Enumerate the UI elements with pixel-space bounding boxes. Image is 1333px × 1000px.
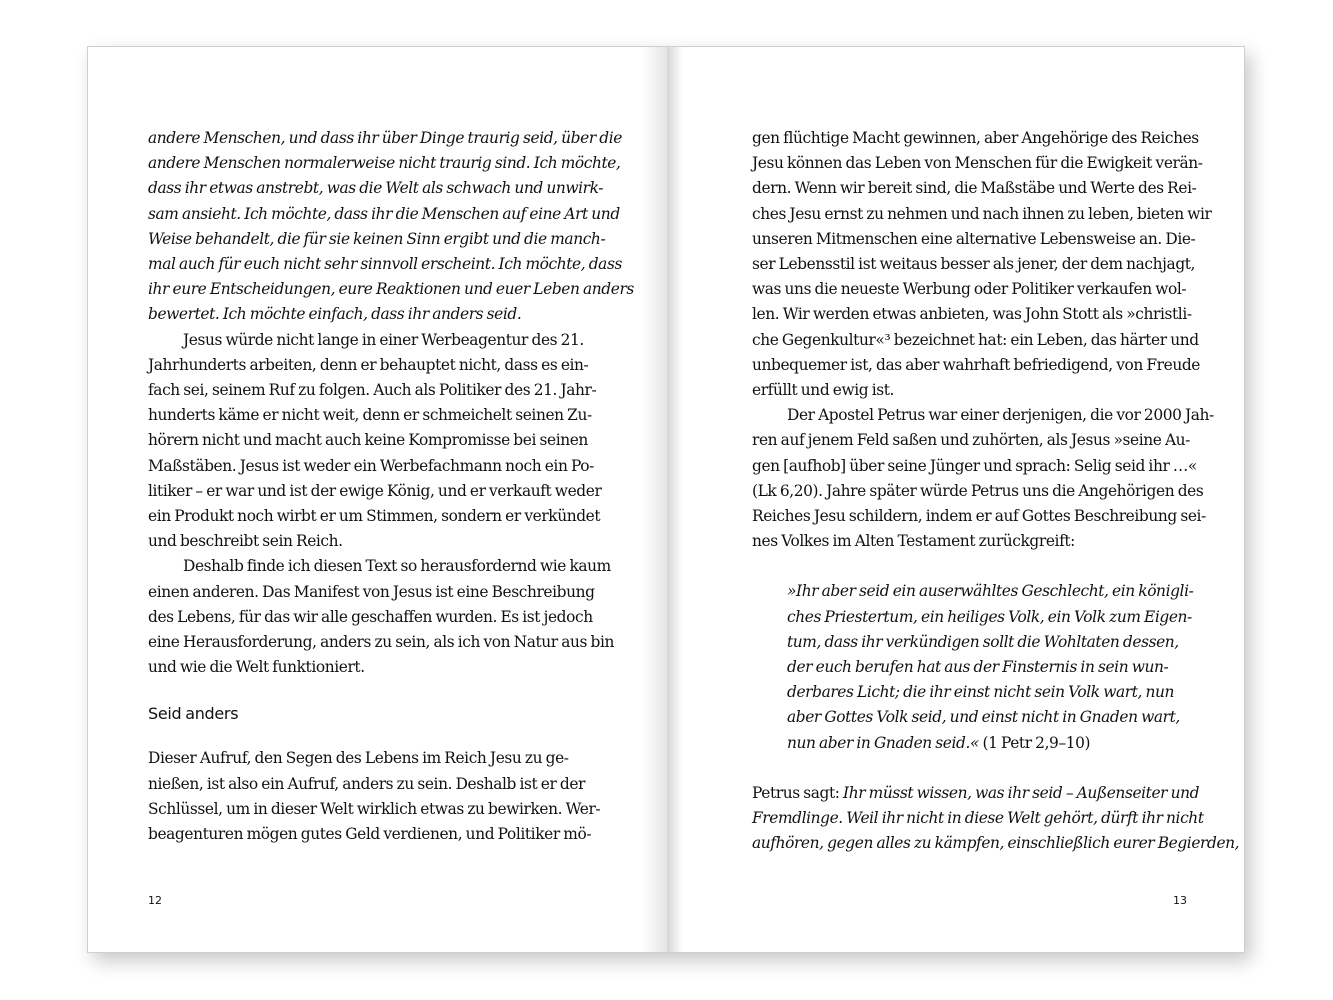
text-line: hörern nicht und macht auch keine Kompromisse bei seinen (148, 431, 588, 450)
gutter-shadow (641, 47, 667, 952)
text-line: andere Menschen, und dass ihr über Dinge traurig seid, über die (148, 129, 622, 147)
text-line: Jesu können das Leben von Menschen für die Ewigkeit verän- (752, 154, 1203, 173)
text-line: Jahrhunderts arbeiten, denn er behauptet nicht, dass es ein- (148, 355, 589, 374)
text-line: che Gegenkultur«³ bezeichnet hat: ein Leben, das härter und (752, 330, 1199, 349)
text-line: und beschreibt sein Reich. (148, 532, 343, 551)
text-line: unseren Mitmenschen eine alternative Lebensweise an. Die- (752, 229, 1196, 248)
quote-line: »Ihr aber seid ein auserwähltes Geschlecht, ein königli- (787, 582, 1194, 601)
text-line: Dieser Aufruf, den Segen des Lebens im Reich Jesu zu ge- (148, 749, 569, 768)
text-line: ein Produkt noch wirbt er um Stimmen, sondern er verkündet (148, 507, 601, 526)
quote-line: tum, dass ihr verkündigen sollt die Wohltaten dessen, (787, 632, 1179, 651)
text-line: Weise behandelt, die für sie keinen Sinn ergibt und die manch- (148, 229, 606, 248)
page-number: 13 (1173, 894, 1187, 907)
text-line: mal auch für euch nicht sehr sinnvoll erscheint. Ich möchte, dass (148, 255, 622, 274)
page-number: 12 (148, 894, 162, 907)
quote-line: aber Gottes Volk seid, und einst nicht in Gnaden wart, (787, 708, 1180, 727)
text-line: hunderts käme er nicht weit, denn er schmeichelt seinen Zu- (148, 406, 592, 425)
text-line: (Lk 6,20). Jahre später würde Petrus uns die Angehörigen des (752, 481, 1204, 500)
text-line: ser Lebensstil ist weitaus besser als jener, der dem nachjagt, (752, 255, 1196, 274)
quote-text: nun aber in Gnaden seid.« (787, 733, 979, 752)
text-line: aufhören, gegen alles zu kämpfen, einschließlich eurer Begierden, (752, 834, 1240, 853)
text-line: len. Wir werden etwas anbieten, was John Stott als »christli- (752, 305, 1192, 324)
italic-passage (148, 126, 634, 328)
text-line: ches Jesu ernst zu nehmen und nach ihnen zu leben, bieten wir (752, 204, 1212, 223)
lead-text: Petrus sagt: (752, 783, 844, 802)
section-heading: Seid anders (148, 704, 239, 724)
italic-text: Ihr müsst wissen, was ihr seid – Außenseiter und (843, 783, 1200, 802)
text-line: und wie die Welt funktioniert. (148, 658, 365, 677)
text-line: nes Volkes im Alten Testament zurückgreift: (752, 532, 1075, 551)
paragraph (148, 746, 601, 847)
text-line: Jesus würde nicht lange in einer Werbeagentur des 21. (183, 330, 584, 349)
text-line: unbequemer ist, das aber wahrhaft befriedigend, von Freude (752, 355, 1200, 374)
text-line (752, 781, 1200, 806)
text-line: des Lebens, für das wir alle geschaffen wurden. Es ist jedoch (148, 607, 593, 626)
text-line: nießen, ist also ein Aufruf, anders zu sein. Deshalb ist er der (148, 774, 586, 793)
right-page (667, 46, 1245, 953)
text-line: ren auf jenem Feld saßen und zuhörten, als Jesus »seine Au- (752, 431, 1190, 450)
left-text-column (148, 126, 634, 847)
bible-reference: (1 Petr 2,9–10) (978, 733, 1091, 752)
quote-line: ches Priestertum, ein heiliges Volk, ein Volk zum Eigen- (787, 607, 1192, 626)
text-line: Fremdlinge. Weil ihr nicht in diese Welt gehört, dürft ihr nicht (752, 809, 1204, 828)
text-line: was uns die neueste Werbung oder Politiker verkaufen wol- (752, 280, 1187, 299)
paragraph (752, 403, 1214, 554)
book-spread (87, 46, 1245, 953)
paragraph (752, 781, 1240, 857)
text-line: gen flüchtige Macht gewinnen, aber Angehörige des Reiches (752, 129, 1199, 147)
text-line: bewertet. Ich möchte einfach, dass ihr anders seid. (148, 305, 522, 324)
text-line: gen [aufhob] über seine Jünger und sprach: Selig seid ihr …« (752, 456, 1197, 475)
quote-line: der euch berufen hat aus der Finsternis in sein wun- (787, 658, 1169, 677)
text-line: einen anderen. Das Manifest von Jesus ist eine Beschreibung (148, 582, 595, 601)
text-line: sam ansieht. Ich möchte, dass ihr die Menschen auf eine Art und (148, 204, 620, 223)
text-line: erfüllt und ewig ist. (752, 381, 895, 400)
text-line: dass ihr etwas anstrebt, was die Welt als schwach und unwirk- (148, 179, 604, 198)
quote-line: derbares Licht; die ihr einst nicht sein Volk wart, nun (787, 683, 1175, 702)
text-line: andere Menschen normalerweise nicht traurig sind. Ich möchte, (148, 154, 621, 173)
paragraph (148, 554, 615, 680)
right-text-column (752, 126, 1240, 856)
quote-line (787, 731, 1186, 756)
text-line: Schlüssel, um in dieser Welt wirklich etwas zu bewirken. Wer- (148, 799, 601, 818)
text-line: beagenturen mögen gutes Geld verdienen, und Politiker mö- (148, 825, 592, 844)
text-line: ihr eure Entscheidungen, eure Reaktionen und euer Leben anders (148, 280, 634, 299)
paragraph (148, 328, 602, 555)
text-line: Deshalb finde ich diesen Text so herausfordernd wie kaum (183, 557, 611, 576)
text-line: Der Apostel Petrus war einer derjenigen, die vor 2000 Jah- (787, 406, 1214, 425)
gutter-shadow (667, 47, 683, 952)
block-quote (752, 579, 1194, 755)
text-line: dern. Wenn wir bereit sind, die Maßstäbe und Werte des Rei- (752, 179, 1197, 198)
left-page (87, 46, 667, 953)
text-line: fach sei, seinem Ruf zu folgen. Auch als Politiker des 21. Jahr- (148, 381, 597, 400)
text-line: Reiches Jesu schildern, indem er auf Gottes Beschreibung sei- (752, 507, 1206, 526)
paragraph (752, 126, 1212, 403)
text-line: litiker – er war und ist der ewige König, und er verkauft weder (148, 481, 602, 500)
spacer (752, 554, 1186, 579)
spacer (752, 756, 1186, 781)
text-line: Maßstäben. Jesus ist weder ein Werbefachmann noch ein Po- (148, 456, 594, 475)
text-line: eine Herausforderung, anders zu sein, als ich von Natur aus bin (148, 633, 615, 652)
